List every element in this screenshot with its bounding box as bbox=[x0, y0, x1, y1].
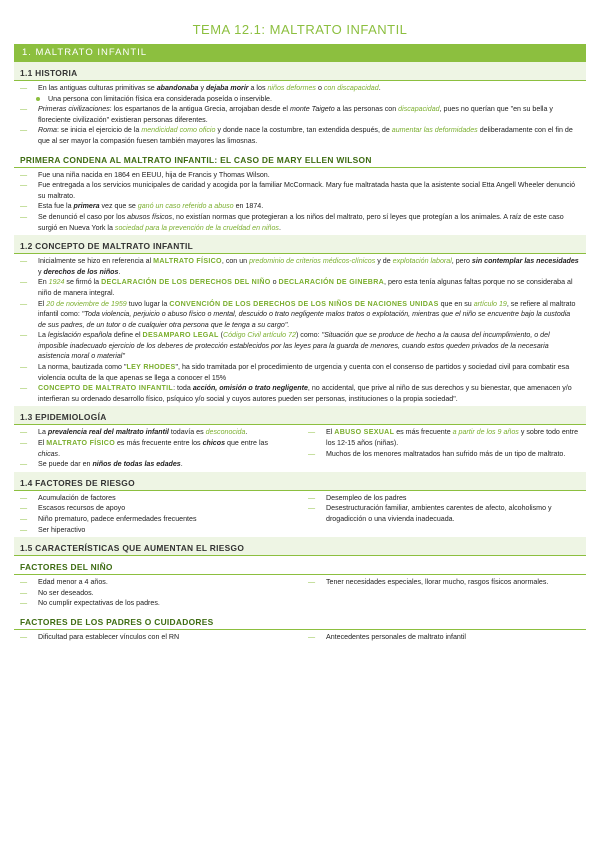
epidemiologia-columns bbox=[14, 425, 586, 471]
dash-icon: — bbox=[20, 460, 28, 469]
dash-icon: — bbox=[20, 578, 28, 587]
dash-icon: — bbox=[308, 504, 316, 513]
factores-nino-heading: FACTORES DEL NIÑO bbox=[14, 556, 586, 575]
dash-icon: — bbox=[20, 105, 28, 114]
right-column bbox=[308, 632, 580, 643]
list-item: — Se puede dar en niños de todas las edades. bbox=[20, 460, 183, 469]
list-item: — Se denunció el caso por los abusos físicos, no existían normas que protegieran a los niños del maltrato, pero sí leyes que protegían a los animales. A raíz de este caso surgió en Nueva York la sociedad para la prevención de la crueldad en niños. bbox=[20, 212, 564, 232]
dash-icon: — bbox=[20, 181, 28, 190]
condena-block bbox=[14, 168, 586, 236]
dash-icon: — bbox=[308, 632, 316, 641]
list-item: — La prevalencia real del maltrato infantil todavía es desconocida. bbox=[20, 428, 248, 437]
caracteristicas-heading: 1.5 CARACTERÍSTICAS QUE AUMENTAN EL RIESGO bbox=[14, 537, 586, 556]
dash-icon: — bbox=[20, 493, 28, 502]
historia-block bbox=[14, 81, 586, 149]
list-item: — Primeras civilizaciones: los espartanos de la antigua Grecia, arrojaban desde el monte Taigeto a las personas con discapacidad, pues no querían que "en su bella y floreciente civilización" existieran personas diferentes. bbox=[20, 105, 553, 124]
dash-icon: — bbox=[20, 170, 28, 179]
list-item: — Muchos de los menores maltratados han sufrido más de un tipo de maltrato. bbox=[308, 449, 566, 458]
list-item: — En las antiguas culturas primitivas se abandonaba y dejaba morir a los niños deformes o con discapacidad. bbox=[20, 84, 381, 92]
left-column bbox=[20, 427, 292, 469]
dash-icon: — bbox=[20, 525, 28, 534]
factores-padres-heading: FACTORES DE LOS PADRES O CUIDADORES bbox=[14, 611, 586, 630]
left-column bbox=[20, 632, 292, 643]
list-item: — Fue entregada a los servicios municipales de caridad y acogida por la familiar McCormack. Mary fue maltratada hasta que la asistente social Etta Angell Wheeler denunció su maltrato. bbox=[20, 181, 576, 200]
concepto-block bbox=[14, 254, 586, 406]
factores-padres-columns bbox=[14, 630, 586, 645]
list-item: — En 1924 se firmó la DECLARACIÓN DE LOS DERECHOS DEL NIÑO o DECLARACIÓN DE GINEBRA, pero esta tenía algunas faltas porque no se consideraba al niño de manera integral. bbox=[20, 278, 573, 297]
dash-icon: — bbox=[308, 428, 316, 437]
dash-icon: — bbox=[20, 599, 28, 608]
list-item: — El 20 de noviembre de 1959 tuvo lugar la CONVENCIÓN DE LOS DERECHOS DE LOS NIÑOS DE NACIONES UNIDAS que en su artículo 19, se refiere al maltrato infantil como: "Toda violencia, perjuicio o abuso físico o mental, descuido o trato negligente malos tratos o explotación, mientras que el niño se encuentre bajo la custodia de sus padres, de un tutor o de cualquier otra persona que le tenga a su cargo". bbox=[20, 299, 576, 329]
epidemiologia-heading: 1.3 EPIDEMIOLOGÍA bbox=[14, 406, 586, 425]
right-column bbox=[308, 493, 580, 535]
dash-icon: — bbox=[20, 257, 28, 266]
list-item: — Roma: se inicia el ejercicio de la mendicidad como oficio y donde nace la costumbre, tan extendida después, de aumentar las deformidades deliberadamente con el fin de que al ser mayor la compasión fuesen también mayores las limosnas. bbox=[20, 126, 573, 145]
bullet-icon bbox=[36, 97, 40, 101]
list-item: — Esta fue la primera vez que se ganó un caso referido a abuso en 1874. bbox=[20, 202, 264, 211]
list-item: — La norma, bautizada como "LEY RHODES", ha sido tramitada por el procedimiento de urgencia y cuenta con el consenso de partidos y sociedad civil para combatir esa violencia oculta de la que apenas se llega a conocer el 15% bbox=[20, 363, 570, 382]
list-item: — Fue una niña nacida en 1864 en EEUU, hija de Francis y Thomas Wilson. bbox=[20, 170, 270, 179]
dash-icon: — bbox=[308, 449, 316, 458]
list-item: — Escasos recursos de apoyo bbox=[20, 504, 126, 513]
factores-columns bbox=[14, 491, 586, 537]
list-item: — La legislación española define el DESAMPARO LEGAL (Código Civil artículo 72) como: "Situación que se produce de hecho a la causa del incumplimiento, o del imposible inadecuado ejercicio de los deberes de protección establecidos por las leyes para la guarda de menores, cuando estos queden privados de la necesaria asistencia moral o material" bbox=[20, 331, 550, 361]
dash-icon: — bbox=[20, 212, 28, 221]
dash-icon: — bbox=[20, 515, 28, 523]
dash-icon: — bbox=[20, 632, 28, 641]
list-item: — No cumplir expectativas de los padres. bbox=[20, 599, 160, 608]
list-item: — CONCEPTO DE MALTRATO INFANTIL: toda acción, omisión o trato negligente, no accidental, que prive al niño de sus derechos y su bienestar, que amenacen y/o interfieran su ordenado desarrollo físico, psíquico y/o social y cuyos autores pueden ser personas, instituciones o la propia sociedad". bbox=[20, 384, 572, 403]
dash-icon: — bbox=[20, 331, 28, 340]
list-item: — Dificultad para establecer vínculos con el RN bbox=[20, 632, 180, 641]
right-column bbox=[308, 427, 580, 469]
dash-icon: — bbox=[20, 588, 28, 597]
list-item: — Tener necesidades especiales, llorar mucho, rasgos físicos anormales. bbox=[308, 578, 549, 587]
section-bar: 1. MALTRATO INFANTIL bbox=[14, 44, 586, 62]
dash-icon: — bbox=[308, 493, 316, 502]
dash-icon: — bbox=[20, 363, 28, 372]
dash-icon: — bbox=[20, 278, 28, 287]
list-item: Una persona con limitación física era considerada poseída o inservible. bbox=[20, 94, 580, 105]
list-item: — Desempleo de los padres bbox=[308, 493, 407, 502]
page-title: TEMA 12.1: MALTRATO INFANTIL bbox=[192, 22, 408, 37]
dash-icon: — bbox=[20, 384, 28, 393]
factores-nino-columns bbox=[14, 575, 586, 611]
condena-heading: PRIMERA CONDENA AL MALTRATO INFANTIL: EL CASO DE MARY ELLEN WILSON bbox=[14, 149, 586, 168]
list-item: — Acumulación de factores bbox=[20, 493, 116, 502]
list-item: — Niño prematuro, padece enfermedades frecuentes bbox=[20, 515, 197, 523]
dash-icon: — bbox=[20, 428, 28, 437]
historia-heading: 1.1 HISTORIA bbox=[14, 62, 586, 81]
list-item: — No ser deseados. bbox=[20, 588, 94, 597]
factores-heading: 1.4 FACTORES DE RIESGO bbox=[14, 472, 586, 491]
list-item: — El MALTRATO FÍSICO es más frecuente entre los chicos que entre las chicas. bbox=[20, 439, 269, 458]
dash-icon: — bbox=[308, 578, 316, 587]
list-item: — Antecedentes personales de maltrato infantil bbox=[308, 632, 466, 641]
dash-icon: — bbox=[20, 202, 28, 211]
list-item: — El ABUSO SEXUAL es más frecuente a partir de los 9 años y sobre todo entre los 12-15 años (niñas). bbox=[308, 428, 579, 448]
right-column bbox=[308, 577, 580, 609]
list-item: — Desestructuración familiar, ambientes carentes de afecto, alcoholismo y drogadicción o una vivienda inadecuada. bbox=[308, 504, 552, 523]
dash-icon: — bbox=[20, 439, 28, 448]
list-item: — Inicialmente se hizo en referencia al MALTRATO FÍSICO, con un predominio de criterios médicos-clínicos y de explotación laboral, pero sin contemplar las necesidades y derechos de los niños. bbox=[20, 257, 579, 276]
list-item: — Edad menor a 4 años. bbox=[20, 578, 108, 587]
dash-icon: — bbox=[20, 299, 28, 308]
list-item: — Ser hiperactivo bbox=[20, 525, 86, 534]
dash-icon: — bbox=[20, 126, 28, 135]
concepto-heading: 1.2 CONCEPTO DE MALTRATO INFANTIL bbox=[14, 235, 586, 254]
left-column bbox=[20, 577, 292, 609]
dash-icon: — bbox=[20, 504, 28, 513]
dash-icon: — bbox=[20, 84, 28, 92]
left-column bbox=[20, 493, 292, 535]
